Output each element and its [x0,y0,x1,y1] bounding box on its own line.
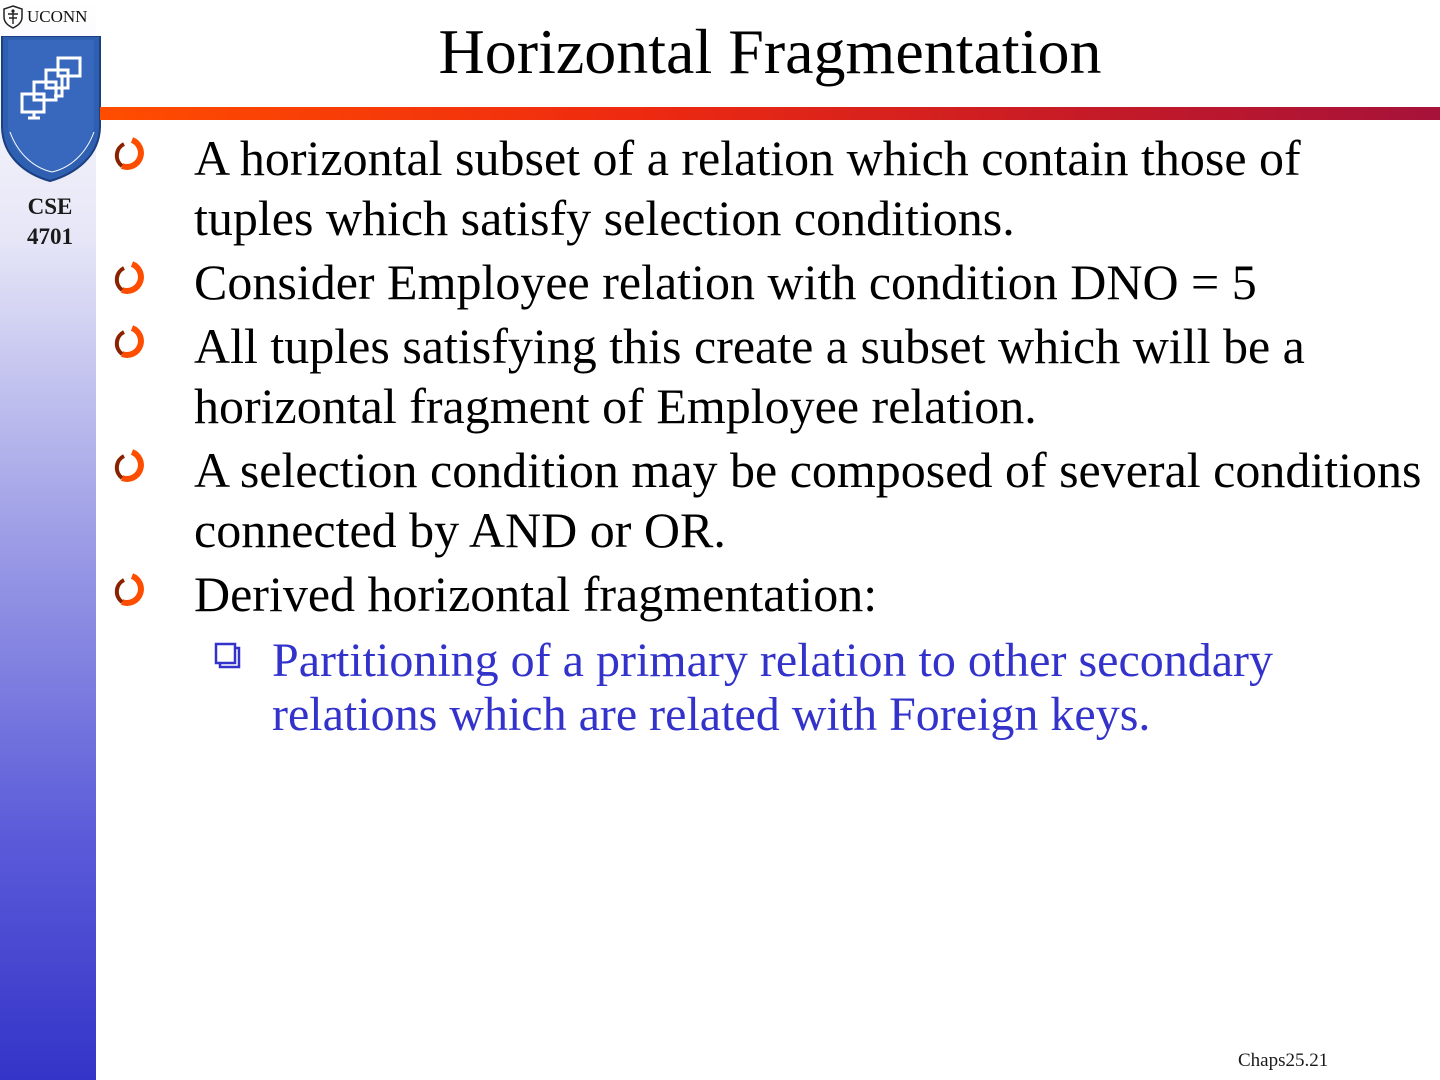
slide-number: Chaps25.21 [1238,1050,1329,1071]
bullet-item [110,128,1430,248]
bullet-item [110,564,1430,624]
slide-title-text: Horizontal Fragmentation [438,16,1102,87]
square-bullet-icon [214,642,242,672]
sub-bullet-text: Partitioning of a primary relation to other secondary relations which are related with Foreign keys. [272,634,1274,741]
bullet-text: A horizontal subset of a relation which contain those of tuples which satisfy selection conditions. [194,130,1301,246]
uconn-seal-icon [2,5,24,29]
circle-bullet-icon [114,446,150,486]
circle-bullet-icon [114,258,150,298]
circle-bullet-icon [114,570,150,610]
bullet-text: Derived horizontal fragmentation: [194,566,878,622]
slide-content [110,128,1430,742]
course-code-line2: 4701 [27,224,73,249]
course-code-line1: CSE [27,194,73,219]
bullet-item [110,316,1430,436]
bullet-item [110,440,1430,560]
bullet-text: A selection condition may be composed of several conditions connected by AND or OR. [194,442,1422,558]
circle-bullet-icon [114,134,150,174]
slide-title [96,12,1440,98]
bullet-text: Consider Employee relation with condition DNO = 5 [194,254,1257,310]
circle-bullet-icon [114,322,150,362]
bullet-item [110,252,1430,312]
title-divider [100,107,1440,120]
university-name: UCONN [27,7,88,26]
bullet-text: All tuples satisfying this create a subset which will be a horizontal fragment of Employee relation. [194,318,1305,434]
uconn-header [2,4,87,30]
cse-logo-icon [0,36,104,182]
sub-bullet-item [110,634,1430,742]
course-code [0,192,100,252]
